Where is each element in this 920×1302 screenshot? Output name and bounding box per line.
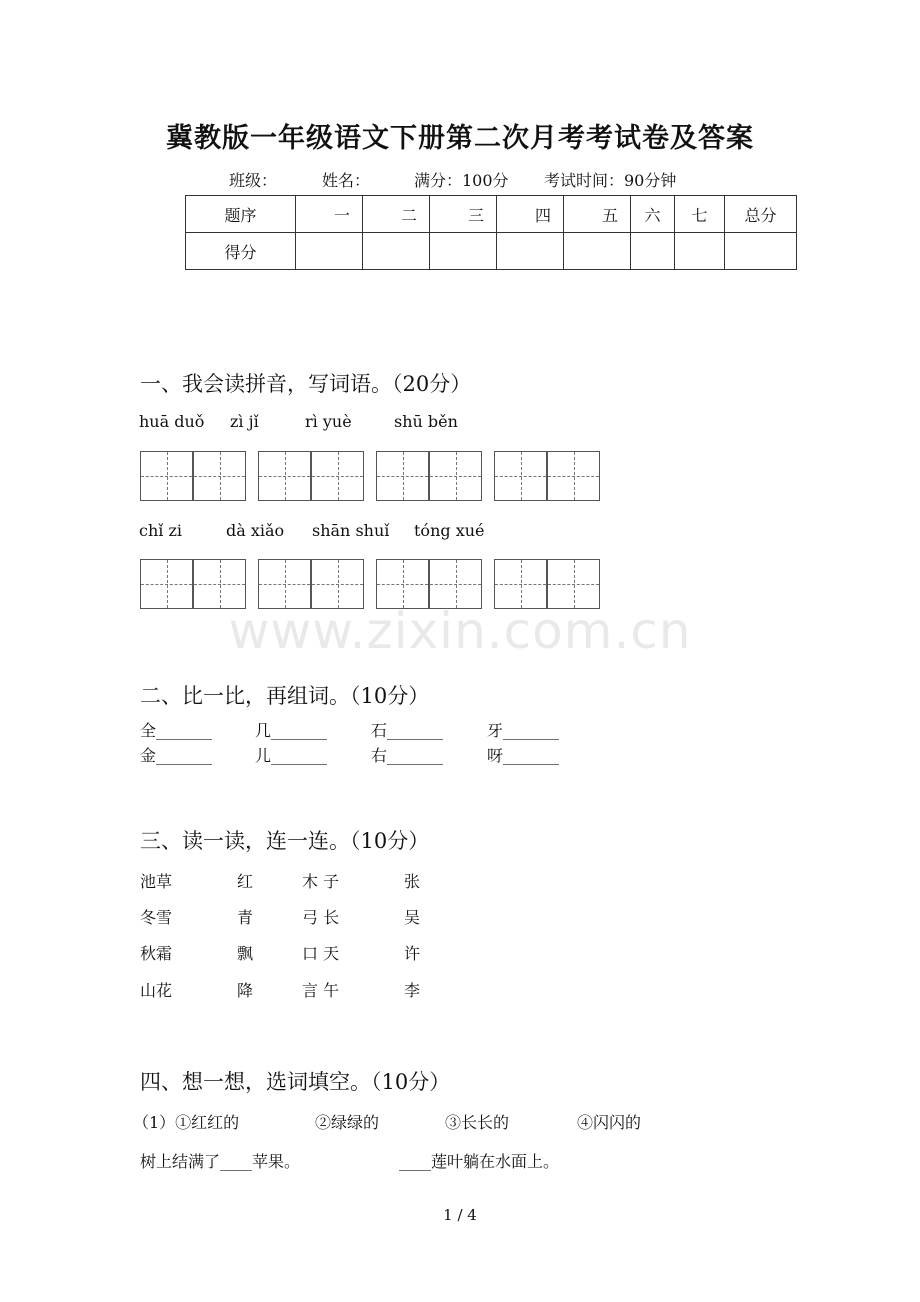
exam-time: 考试时间：90分钟 xyxy=(544,171,677,190)
match-item: 红 xyxy=(237,872,254,891)
pinyin: tóng xué xyxy=(414,521,485,540)
score-cell[interactable] xyxy=(564,233,631,270)
pinyin: dà xiǎo xyxy=(226,521,285,540)
score-col-total: 总分 xyxy=(725,196,797,233)
writing-box[interactable] xyxy=(376,451,482,501)
score-cell[interactable] xyxy=(675,233,725,270)
page-title: 冀教版一年级语文下册第二次月考考试卷及答案 xyxy=(166,123,754,154)
writing-box[interactable] xyxy=(494,451,600,501)
compare-word: 儿_______ xyxy=(255,746,328,765)
pinyin: huā duǒ xyxy=(139,412,205,431)
pinyin: shān shuǐ xyxy=(312,521,390,540)
score-cell[interactable] xyxy=(725,233,797,270)
watermark: www.zixin.com.cn xyxy=(228,602,692,660)
score-cell[interactable] xyxy=(363,233,430,270)
writing-box[interactable] xyxy=(258,451,364,501)
full-score: 满分：100分 xyxy=(414,171,509,190)
score-cell[interactable] xyxy=(430,233,497,270)
match-item: 青 xyxy=(237,908,254,927)
writing-grid-row-1 xyxy=(0,451,920,501)
score-col-7: 七 xyxy=(675,196,725,233)
score-col-4: 四 xyxy=(497,196,564,233)
match-item: 张 xyxy=(404,872,421,891)
section2-heading: 二、比一比，再组词。（10分） xyxy=(140,684,430,708)
match-item: 弓 长 xyxy=(302,908,340,927)
pinyin: zì jǐ xyxy=(230,412,259,431)
match-item: 许 xyxy=(404,944,421,963)
score-col-3: 三 xyxy=(430,196,497,233)
match-item: 木 子 xyxy=(302,872,340,891)
score-table-header-row xyxy=(186,196,797,233)
match-item: 池草 xyxy=(140,872,173,891)
score-table-row-header: 题序 xyxy=(186,196,296,233)
word-option: ②绿绿的 xyxy=(315,1113,380,1132)
match-item: 李 xyxy=(404,981,421,1000)
fill-sentence: 树上结满了____苹果。 xyxy=(140,1152,301,1171)
pinyin: rì yuè xyxy=(305,412,352,431)
section4-heading: 四、想一想，选词填空。（10分） xyxy=(140,1070,451,1094)
match-item: 口 天 xyxy=(302,944,340,963)
match-item: 降 xyxy=(237,981,254,1000)
compare-word: 呀_______ xyxy=(487,746,560,765)
match-item: 冬雪 xyxy=(140,908,173,927)
section3-heading: 三、读一读，连一连。（10分） xyxy=(140,829,430,853)
word-option: （1）①红红的 xyxy=(133,1113,240,1132)
word-option: ③长长的 xyxy=(445,1113,510,1132)
score-table-score-row xyxy=(186,233,797,270)
word-option: ④闪闪的 xyxy=(577,1113,642,1132)
match-item: 言 午 xyxy=(302,981,340,1000)
score-table xyxy=(185,195,797,270)
compare-word: 右_______ xyxy=(371,746,444,765)
pinyin: shū běn xyxy=(394,412,458,431)
score-col-5: 五 xyxy=(564,196,631,233)
score-col-2: 二 xyxy=(363,196,430,233)
score-cell[interactable] xyxy=(296,233,363,270)
score-row-label: 得分 xyxy=(186,233,296,270)
writing-box[interactable] xyxy=(140,451,246,501)
compare-word: 全_______ xyxy=(140,721,213,740)
match-item: 飘 xyxy=(237,944,254,963)
page-number: 1 / 4 xyxy=(443,1206,477,1224)
class-label: 班级： xyxy=(229,171,278,190)
score-cell[interactable] xyxy=(631,233,675,270)
score-col-6: 六 xyxy=(631,196,675,233)
match-item: 山花 xyxy=(140,981,173,1000)
compare-word: 牙_______ xyxy=(487,721,560,740)
compare-word: 石_______ xyxy=(371,721,444,740)
pinyin-row-2 xyxy=(0,521,920,541)
fill-sentence: ____莲叶躺在水面上。 xyxy=(399,1152,560,1171)
match-item: 秋霜 xyxy=(140,944,173,963)
pinyin-row-1 xyxy=(0,412,920,432)
compare-word: 几_______ xyxy=(255,721,328,740)
name-label: 姓名： xyxy=(322,171,371,190)
section1-heading: 一、我会读拼音，写词语。（20分） xyxy=(140,372,472,396)
score-col-1: 一 xyxy=(296,196,363,233)
pinyin: chǐ zi xyxy=(139,521,183,540)
compare-word: 金_______ xyxy=(140,746,213,765)
match-item: 吴 xyxy=(404,908,421,927)
score-cell[interactable] xyxy=(497,233,564,270)
